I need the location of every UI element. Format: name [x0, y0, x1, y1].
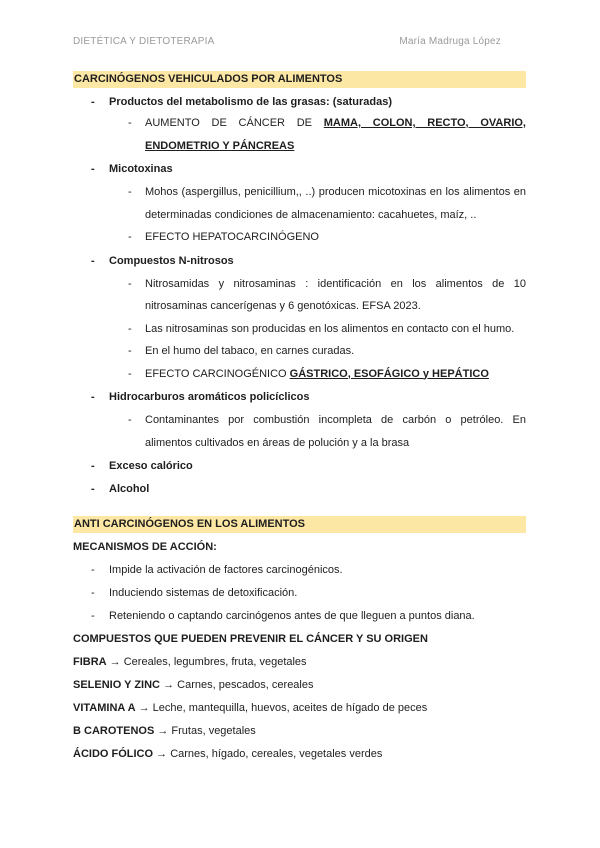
- compound-row: [73, 654, 526, 671]
- dash-bullet: -: [128, 414, 132, 426]
- sub-item-text: AUMENTO DE CÁNCER DE: [145, 117, 324, 129]
- sub-list-item: [73, 318, 526, 341]
- dash-bullet: -: [91, 460, 95, 472]
- compound-source: Leche, mantequilla, huevos, aceites de hígado de peces: [152, 702, 428, 714]
- emphasis-text: MAMA, COLON, RECTO, OVARIO, ENDOMETRIO Y PÁNCREAS: [145, 117, 526, 152]
- list-item: [73, 585, 526, 602]
- sub-item-text: Las nitrosaminas son producidas en los alimentos en contacto con el humo.: [145, 322, 515, 335]
- sub-list-item: [73, 363, 526, 386]
- dash-bullet: -: [128, 367, 132, 380]
- dash-bullet: -: [128, 186, 132, 198]
- sub-list-item: [73, 409, 526, 454]
- compound-row: [73, 677, 526, 694]
- sub-list-item: [73, 112, 526, 157]
- mechanism-text: Induciendo sistemas de detoxificación.: [109, 587, 298, 599]
- sub-list-item: [73, 273, 526, 318]
- dash-bullet: -: [91, 96, 95, 108]
- sub-item-text: En el humo del tabaco, en carnes curadas.: [145, 345, 355, 357]
- sub-item-text: Nitrosamidas y nitrosaminas : identificación en los alimentos de 10 nitrosaminas cancerígenas y 6 genotóxicas. EFSA 2023.: [145, 277, 526, 312]
- sub-item-text: EFECTO HEPATOCARCINÓGENO: [145, 231, 319, 243]
- dash-bullet: -: [128, 322, 132, 335]
- list-item: [73, 608, 526, 625]
- mechanisms-title: MECANISMOS DE ACCIÓN:: [73, 541, 217, 553]
- dash-bullet: -: [128, 117, 132, 129]
- mechanism-text: Impide la activación de factores carcinogénicos.: [109, 564, 343, 576]
- dash-bullet: -: [91, 254, 95, 267]
- item-label: Hidrocarburos aromáticos policíclicos: [109, 391, 310, 403]
- list-item: [73, 481, 526, 498]
- compound-source: Cereales, legumbres, fruta, vegetales: [123, 656, 307, 668]
- list-item: [73, 253, 526, 270]
- section-title-carcinogens: CARCINÓGENOS VEHICULADOS POR ALIMENTOS: [73, 71, 526, 88]
- compound-row: [73, 700, 526, 717]
- compound-row: [73, 723, 526, 740]
- dash-bullet: -: [91, 564, 95, 576]
- dash-bullet: -: [128, 231, 132, 243]
- section-title-anticarcinogens: ANTI CARCINÓGENOS EN LOS ALIMENTOS: [73, 516, 526, 533]
- list-item: [73, 458, 526, 475]
- compound-name: B CAROTENOS: [73, 725, 155, 737]
- emphasis-text: GÁSTRICO, ESOFÁGICO y HEPÁTICO: [289, 367, 489, 380]
- list-item: [73, 562, 526, 579]
- mechanism-text: Reteniendo o captando carcinógenos antes de que lleguen a puntos diana.: [109, 610, 475, 622]
- item-label: Micotoxinas: [109, 163, 173, 175]
- compounds-title: COMPUESTOS QUE PUEDEN PREVENIR EL CÁNCER Y SU ORIGEN: [73, 633, 428, 645]
- dash-bullet: -: [91, 483, 95, 495]
- page-header: [73, 36, 501, 47]
- compound-name: SELENIO Y ZINC: [73, 679, 161, 691]
- sub-list-item: [73, 181, 526, 226]
- arrow-icon: →: [109, 656, 121, 668]
- dash-bullet: -: [91, 391, 95, 403]
- compound-source: Carnes, pescados, cereales: [177, 679, 314, 691]
- item-label: Productos del metabolismo de las grasas: (saturadas): [109, 96, 393, 108]
- compound-name: VITAMINA A: [73, 702, 136, 714]
- dash-bullet: -: [128, 277, 132, 290]
- header-course: DIETÉTICA Y DIETOTERAPIA: [73, 36, 215, 47]
- dash-bullet: -: [128, 345, 132, 357]
- list-item: [73, 161, 526, 178]
- compound-name: FIBRA: [73, 656, 107, 668]
- dash-bullet: -: [91, 163, 95, 175]
- document-body: [73, 71, 526, 769]
- item-label: Exceso calórico: [109, 460, 193, 472]
- compound-row: [73, 746, 526, 763]
- list-item: [73, 94, 526, 111]
- sub-list-item: [73, 340, 526, 363]
- sub-item-text: Contaminantes por combustión incompleta de carbón o petróleo. En alimentos cultivados en áreas de polución y a la brasa: [145, 414, 526, 449]
- arrow-icon: →: [156, 748, 168, 760]
- compound-name: ÁCIDO FÓLICO: [73, 748, 154, 760]
- item-label: Alcohol: [109, 483, 150, 495]
- arrow-icon: →: [163, 679, 175, 691]
- sub-item-text: Mohos (aspergillus, penicillium,, ..) producen micotoxinas en los alimentos en determinadas condiciones de almacenamiento: cacahuetes, maíz, ..: [145, 186, 526, 221]
- dash-bullet: -: [91, 587, 95, 599]
- arrow-icon: →: [157, 725, 169, 737]
- header-author: María Madruga López: [399, 36, 501, 47]
- list-item: [73, 389, 526, 406]
- compound-source: Frutas, vegetales: [171, 725, 256, 737]
- arrow-icon: →: [138, 702, 150, 714]
- dash-bullet: -: [91, 610, 95, 622]
- sub-item-text: EFECTO CARCINOGÉNICO: [145, 367, 290, 380]
- sub-list-item: [73, 226, 526, 249]
- item-label: Compuestos N-nitrosos: [109, 254, 234, 267]
- compound-source: Carnes, hígado, cereales, vegetales verdes: [170, 748, 383, 760]
